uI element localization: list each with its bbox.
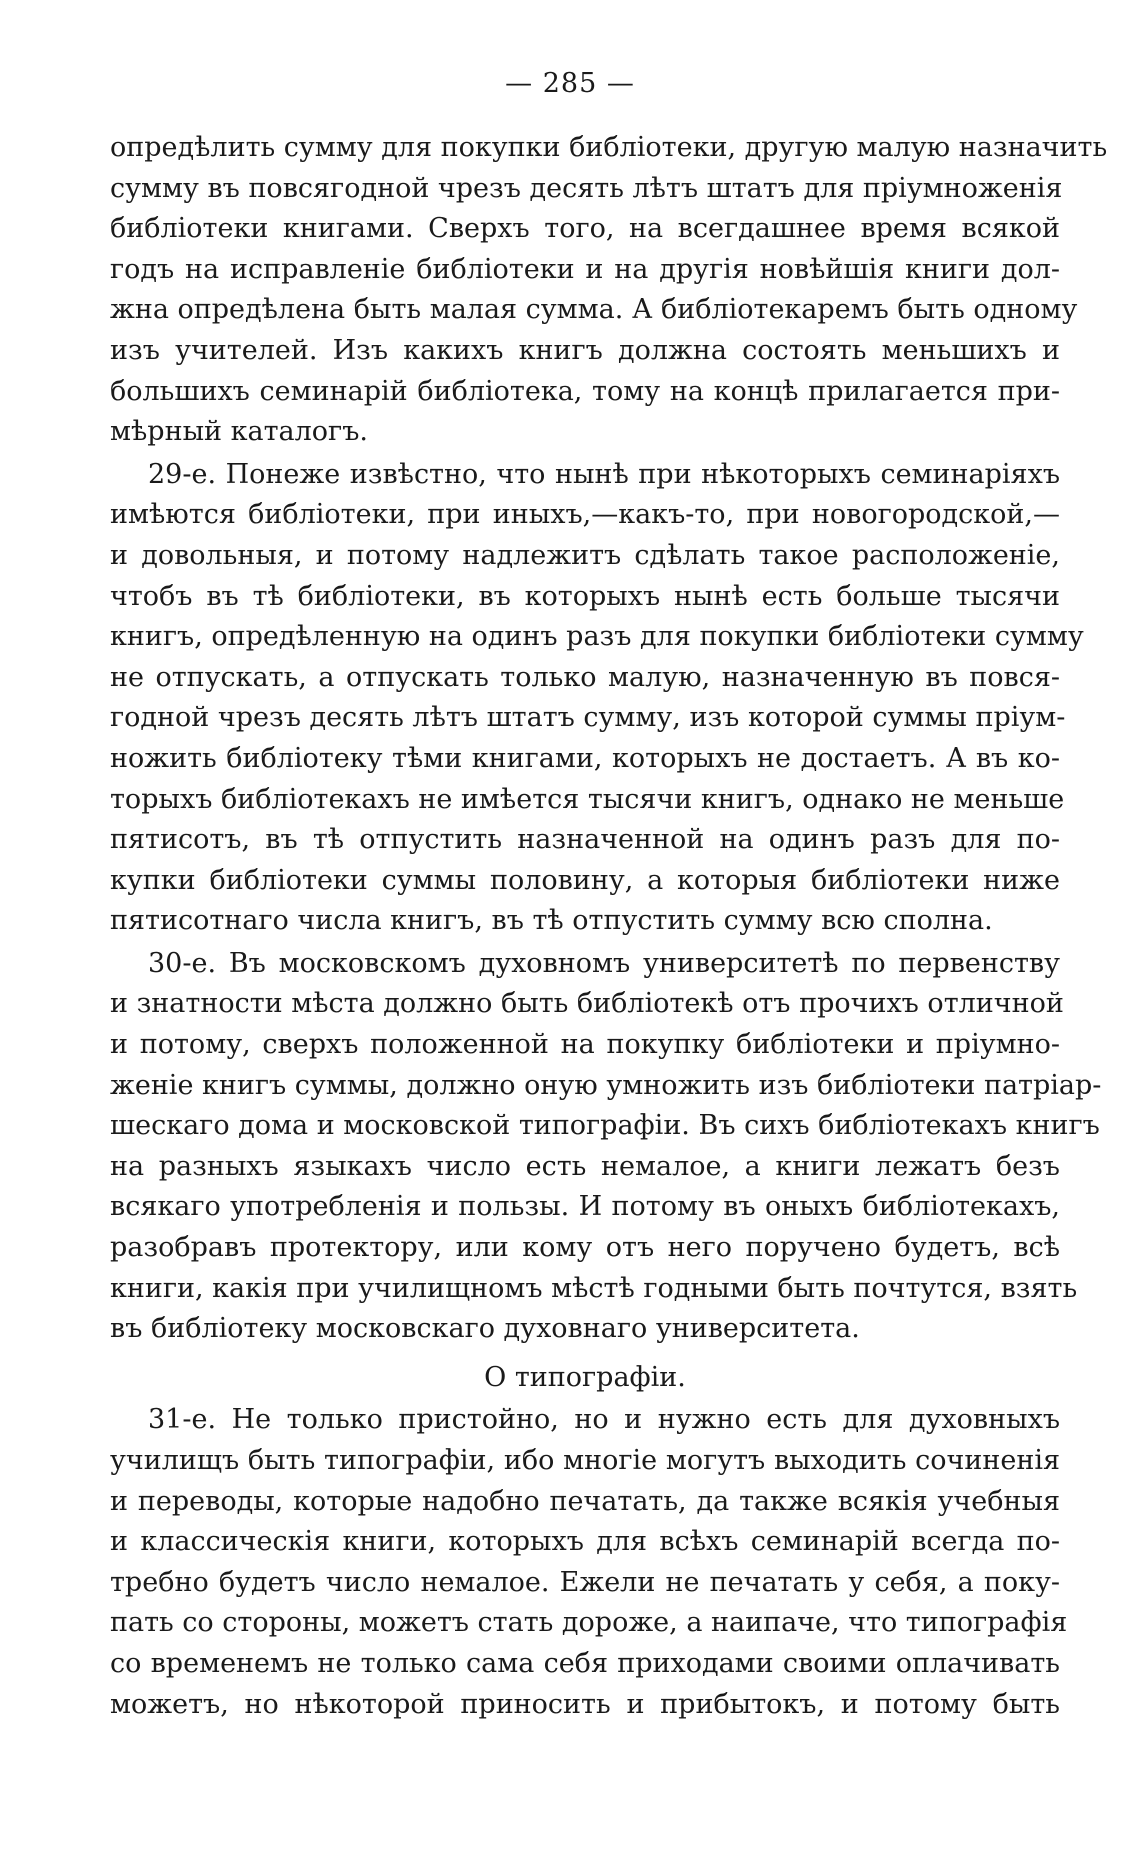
text-line: и переводы, которые надобно печатать, да также всякія учебныя xyxy=(110,1485,1060,1517)
text-line: ножить библіотеку тѣми книгами, которыхъ не достаетъ. А въ ко- xyxy=(110,742,1060,774)
text-line: и классическія книги, которыхъ для всѣхъ семинарій всегда по- xyxy=(110,1526,1060,1558)
text-line: большихъ семинарій библіотека, тому на концѣ прилагается при- xyxy=(110,375,1060,407)
text-line: шескаго дома и московской типографіи. Въ сихъ библіотекахъ книгъ xyxy=(110,1110,1100,1142)
paragraph-31 xyxy=(110,1400,1068,1725)
text-line: книги, какія при училищномъ мѣстѣ годными быть почтутся, взять xyxy=(110,1272,1078,1304)
text-line: требно будетъ число немалое. Ежели не печатать у себя, а поку- xyxy=(110,1566,1060,1598)
text-line: 31-е. Не только пристойно, но и нужно есть для духовныхъ xyxy=(148,1404,1060,1436)
text-line: можетъ, но нѣкоторой приносить и прибытокъ, и потому быть xyxy=(110,1688,1060,1720)
text-line: библіотеки книгами. Сверхъ того, на всегдашнее время всякой xyxy=(110,213,1060,245)
paragraph-29 xyxy=(110,455,1084,942)
section-heading: О типографіи. xyxy=(484,1361,686,1393)
text-line: жна опредѣлена быть малая сумма. А библіотекаремъ быть одному xyxy=(110,294,1078,326)
text-column xyxy=(110,128,1108,1725)
text-line: пать со стороны, можетъ стать дороже, а наипаче, что типографія xyxy=(110,1607,1068,1639)
text-line: чтобъ въ тѣ библіотеки, въ которыхъ нынѣ есть больше тысячи xyxy=(110,580,1060,612)
text-line: со временемъ не только сама себя приходами своими оплачивать xyxy=(110,1647,1060,1679)
text-line: не отпускать, а отпускать только малую, назначенную въ повся- xyxy=(110,661,1060,693)
text-line: 29-е. Понеже извѣстно, что нынѣ при нѣкоторыхъ семинаріяхъ xyxy=(148,458,1060,490)
text-line: книгъ, опредѣленную на одинъ разъ для покупки библіотеки сумму xyxy=(110,621,1084,653)
text-line: училищъ быть типографіи, ибо многіе могутъ выходить сочиненія xyxy=(110,1445,1060,1476)
text-line: пятисотъ, въ тѣ отпустить назначенной на одинъ разъ для по- xyxy=(110,824,1060,856)
text-line: 30-е. Въ московскомъ духовномъ университетѣ по первенству xyxy=(148,947,1060,979)
text-line: торыхъ библіотекахъ не имѣется тысячи книгъ, однако не меньше xyxy=(110,783,1065,815)
text-line: купки библіотеки суммы половину, а которыя библіотеки ниже xyxy=(110,864,1060,896)
text-line: годной чрезъ десять лѣтъ штатъ сумму, изъ которой суммы пріум- xyxy=(110,702,1066,734)
text-line: изъ учителей. Изъ какихъ книгъ должна состоять меньшихъ и xyxy=(110,334,1060,366)
paragraph-continuation xyxy=(110,128,1108,453)
text-line: и потому, сверхъ положенной на покупку библіотеки и пріумно- xyxy=(110,1029,1060,1061)
text-line: имѣются библіотеки, при иныхъ,—какъ-то, при новогородской,— xyxy=(110,499,1060,531)
text-line: и довольныя, и потому надлежитъ сдѣлать такое расположеніе, xyxy=(110,539,1060,571)
text-line: на разныхъ языкахъ число есть немалое, а книги лежатъ безъ xyxy=(110,1150,1060,1182)
text-line: мѣрный каталогъ. xyxy=(110,416,368,448)
text-line: женіе книгъ суммы, должно оную умножить изъ библіотеки патріар- xyxy=(110,1069,1102,1101)
page-number: — 285 — xyxy=(505,68,635,99)
text-line: разобравъ протектору, или кому отъ него поручено будетъ, всѣ xyxy=(110,1232,1060,1264)
text-line: годъ на исправленіе библіотеки и на другія новѣйшія книги дол- xyxy=(110,253,1060,285)
text-line: сумму въ повсягодной чрезъ десять лѣтъ штатъ для пріумноженія xyxy=(110,172,1063,204)
text-line: и знатности мѣста должно быть библіотекѣ отъ прочихъ отличной xyxy=(110,988,1064,1020)
text-line: пятисотнаго числа книгъ, въ тѣ отпустить сумму всю сполна. xyxy=(110,905,993,937)
text-line: опредѣлить сумму для покупки библіотеки, другую малую назначить xyxy=(110,132,1108,163)
text-line: въ библіотеку московскаго духовнаго университета. xyxy=(110,1313,860,1345)
paragraph-30 xyxy=(110,944,1102,1350)
text-line: всякаго употребленія и пользы. И потому въ оныхъ библіотекахъ, xyxy=(110,1191,1060,1223)
